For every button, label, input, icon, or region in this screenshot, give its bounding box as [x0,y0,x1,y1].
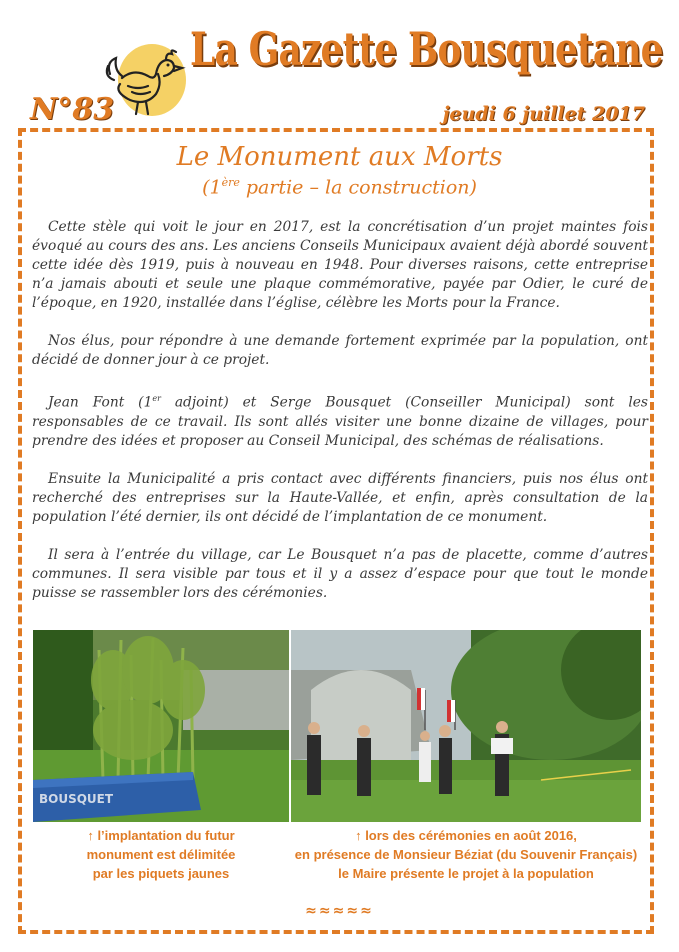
paragraph: Il sera à l’entrée du village, car Le Bousquet n’a pas de placette, comme d’autres communes. Il sera visible par tous et il y a assez d’espace pour que tout le monde puisse se rassembler lors des cérémonies. [32,546,648,601]
footer-ornament: ≈≈≈≈≈ [305,903,374,919]
issue-number: N°83 [30,92,115,127]
article-body [32,218,648,622]
issue-date: jeudi 6 juillet 2017 [442,103,645,125]
photo-site [33,630,289,822]
paragraph: Ensuite la Municipalité a pris contact avec différents financiers, puis nos élus ont recherché des entreprises sur la Haute-Vallée, et enfin, après consultation de la population l’été dernier, ils ont décidé de l’implantation de ce monument. [32,470,648,525]
caption-right: ↑ lors des cérémonies en août 2016, en présence de Monsieur Béziat (du Souvenir Français) le Maire présente le projet à la population [294,828,638,881]
paragraph: Jean Font (1er adjoint) et Serge Bousquet (Conseiller Municipal) sont les responsables de ce travail. Ils sont allés visiter une bonne dizaine de villages, pour prendre des idées et proposer au Conseil Municipal, des schémas de réalisations. [32,394,648,449]
paragraph: Cette stèle qui voit le jour en 2017, est la concrétisation d’un projet maintes fois évoqué au cours des ans. Les anciens Conseils Municipaux avaient déjà abordé souvent cette idée dès 1919, puis à nouveau en 1948. Pour diverses raisons, cette entreprise n’a jamais abouti et seule une plaque commémorative, payée par Odier, le curé de l’époque, en 1920, installée dans l’église, célèbre les Morts pour la France. [32,219,648,311]
article-title: Le Monument aux Morts [176,142,503,172]
photo-ceremony [291,630,641,822]
masthead: La Gazette Bousquetane [190,22,663,76]
article-subtitle: (1ère partie – la construction) [202,176,477,199]
caption-left: ↑ l’implantation du futur monument est délimitée par les piquets jaunes [86,828,236,881]
paragraph: Nos élus, pour répondre à une demande fortement exprimée par la population, ont décidé de donner jour à ce projet. [32,333,648,368]
sign-text: BOUSQUET [39,792,114,806]
